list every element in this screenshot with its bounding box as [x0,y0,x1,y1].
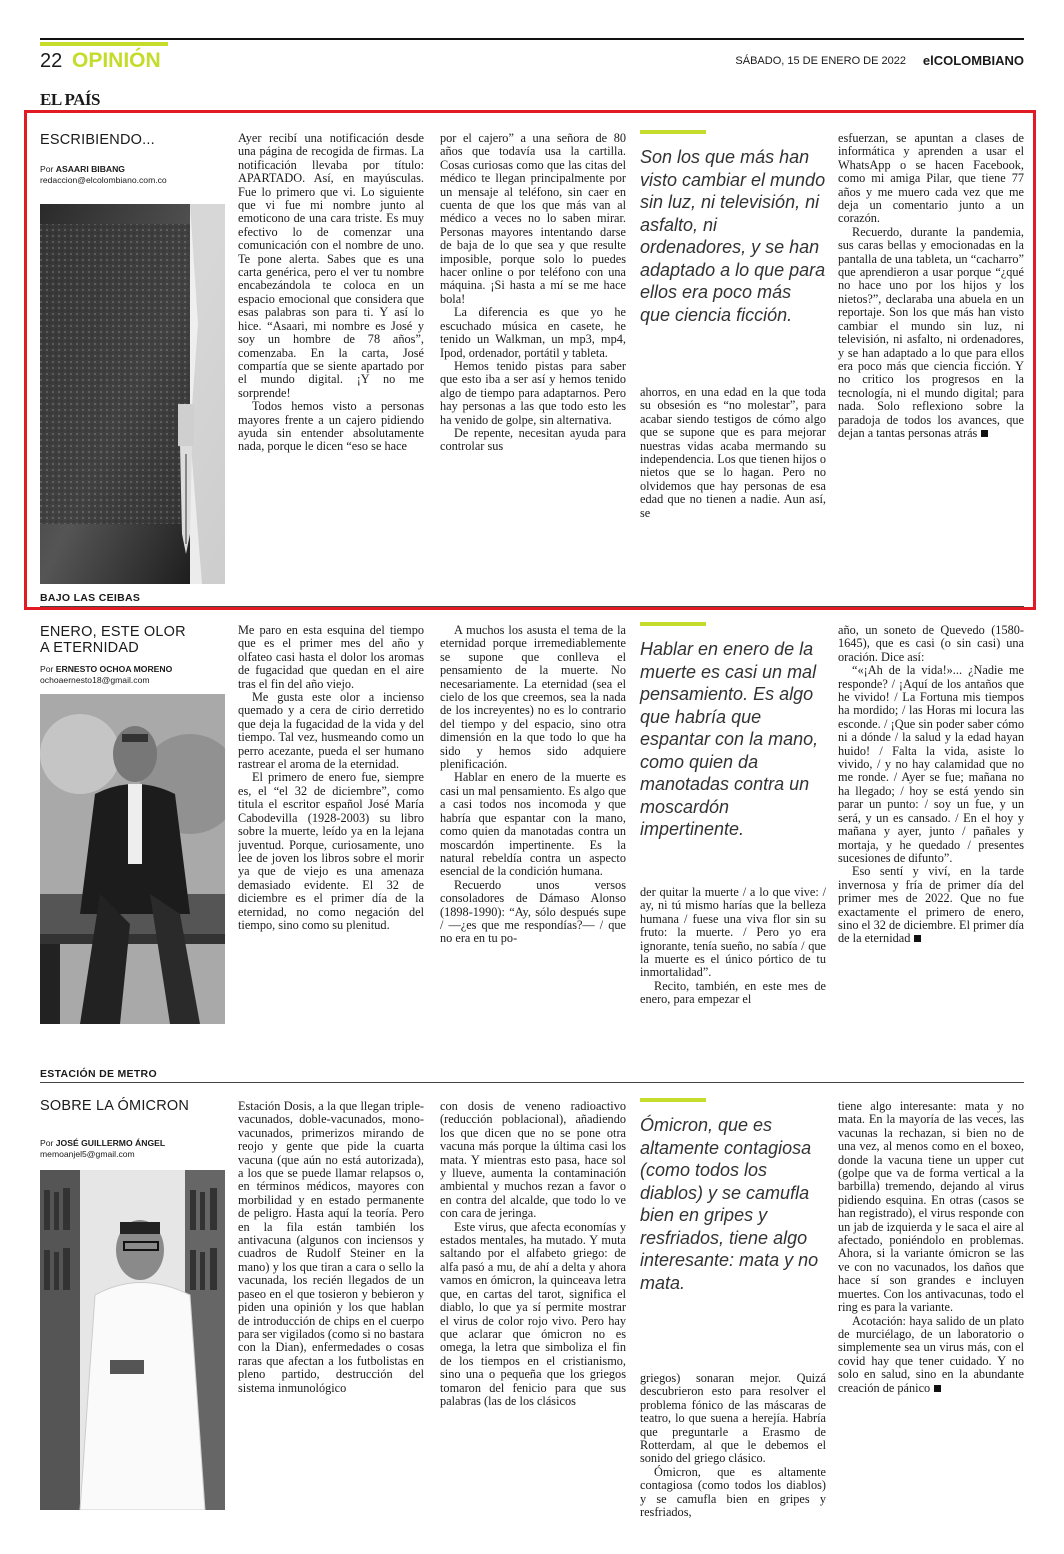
title-line: A ETERNIDAD [40,640,139,656]
paragraph: El primero de enero fue, siempre es, el “el 32 de diciembre”, como titula el escritor español José María Cabodevilla (1928-2003) su libro sobre la muerte, leído ya en la lejana juventud. Porque, curiosamente, uno lee de joven los libros sobre el morir ya que de viejo es una amenaza demasiado evidente. El 32 de diciembre es el primer día de la eternidad, no como negación del tiempo, sino como su plenitud. [238,770,424,932]
paragraph [838,1315,1024,1395]
paragraph: esfuerzan, se apuntan a clases de informática y aprenden a usar el WhatsApp o se hacen Facebook, como mi amiga Pilar, que tiene 77 años y me muero cada vez que me deja un comentario junto a un corazón. [838,132,1024,226]
column-1 [238,1100,424,1540]
paragraph: Todos hemos visto a personas mayores frente a un cajero pidiendo ayuda sin entender absolutamente nada, porque le dicen “eso se hace [238,399,424,454]
end-mark-icon [981,430,988,437]
newspaper-logo: elCOLOMBIANO [922,53,1024,68]
section-rule [40,1082,1024,1083]
paragraph: Hablar en enero de la muerte es casi un mal pensamiento. Es algo que a casi todos nos incomoda y que habría que espantar con la mano, como quien da manotadas contra un moscardón impertinente. Es la natural rebeldía contra un aspecto esencial de la condición humana. [440,770,626,879]
paragraph: Me gusta este olor a incienso quemado y a cera de cirio derretido que deja la fugacidad de la vida y del tiempo. Tal vez, husmeando como un perro acezante, pueda el ser humano rastrear el aroma de la eternidad. [238,690,424,772]
section-label: BAJO LAS CEIBAS [40,592,141,604]
paragraph-text: Recuerdo, durante la pandemia, sus caras bellas y emocionadas en la pantalla de una tableta, un “cacharro” que aprendieron a usar porque “¿qué no hace uno por los hijos y los nietos?”, declaraba una abuela en un reportaje. Son los que más han visto cambiar el mundo sin luz, ni televisión, ni asfalto, ni ordenadores, y se han adaptado a lo que para ellos era poco más que ciencia ficción. Y no critico los progresos en la tecnología, ni el mundo digital; para nada. Solo reflexiono sobre la paradoja de todos los avances, que dejan a tantas personas atrás [838,224,1024,440]
paragraph: Este virus, que afecta economías y estados mentales, ha mutado. Y muta saltando por el alfabeto griego: de alfa pasó a mu, de ahí a delta y ahora vamos en ómicron, la quinceava letra que, en cartas del tarot, significa el diablo, lo que ya sí permite mostrar el virus de color rojo vivo. Pero hay que aclarar que ómicron no es omega, la letra que simboliza el fin de los tiempos en el cristianismo, sino una o pequeña que los griegos tomaron del fenicio para que sus palabras (las de los clásicos [440,1219,626,1408]
byline-prefix: Por [40,1138,54,1148]
byline-prefix: Por [40,164,54,174]
column-3 [640,886,826,1044]
paragraph: ahorros, en una edad en la que toda su obsesión es “no molestar”, para acabar siendo testigos de cómo algo que se supone que es para mejorar nuestras vidas acaba mermando su independencia. Los que tienen hijos o nietos que se lo hagan. Pero no olvidemos que hay personas de esa edad que no tienen a nadie. Aun así, se [640,386,826,520]
author-email: memoanjel5@gmail.com [40,1149,135,1159]
section-accent-bar [40,42,168,46]
section-label: ESTACIÓN DE METRO [40,1068,157,1080]
byline [40,1138,165,1160]
paragraph: con dosis de veneno radioactivo (reducción poblacional), añadiendo los que dicen que no se pone otra vacuna más porque la última casi los mata. Y mientras esto pasa, hace sol y llueve, aumenta la contaminación ambiental y muchos rezan a favor o en contra del alcalde, que todo lo ve con cara de jeringa. [440,1100,626,1221]
page-header [40,38,1024,78]
author-email: ochoaernesto18@gmail.com [40,675,150,685]
column-3 [640,1372,826,1540]
article-enero [40,610,1024,1050]
page-number: 22 [40,50,63,72]
paragraph: año, un soneto de Quevedo (1580-1645), que es casi (o sin casi) una oración. Dice así: [838,624,1024,664]
top-rule [40,38,1024,40]
article-title: ESCRIBIENDO... [40,132,155,148]
byline-prefix: Por [40,664,54,674]
edition-date: SÁBADO, 15 DE ENERO DE 2022 [735,55,906,67]
paragraph: der quitar la muerte / a lo que vive: / ay, ni tú mismo harías que la belleza humana / fuese una viva flor sin su fruto: la muerte. / Pero yo era ignorante, tenía sueño, no sabía / que la muerte es el único pórtico de tu inmortalidad”. [640,886,826,980]
column-2 [440,624,626,1044]
column-2 [440,132,626,572]
author-name: ASAARI BIBANG [55,164,125,174]
article-title [40,624,186,656]
paragraph [838,865,1024,945]
pullquote-bar [640,622,706,626]
author-email: redaccion@elcolombiano.com.co [40,175,167,185]
paragraph: Ayer recibí una notificación desde una página de recogida de firmas. La notificación llevaba por título: APARTADO. Así, en mayúsculas. Fue lo primero que vi. Lo siguiente que vi fue mi nombre junto al emoticono de una cara triste. Es muy efectivo lo de comenzar una comunicación con el nombre de uno. Te pone alerta. Sabes que es una carta genérica, pero el ver tu nombre encabezándola te coloca en un espacio emocional que considera que esas palabras son para ti. Y así lo hice. “Asaari, mi nombre es José y soy un hombre de 78 años”, comenzaba. En la carta, José compartía que se siente apartado por el mundo digital. ¡Y no me sorprende! [238,132,424,400]
paragraph: Estación Dosis, a la que llegan triple-vacunados, doble-vacunados, mono-vacunados, primerizos mirando de reojo y gente que pide la cuarta vacuna (que aún no está autorizada), a los que se puede llamar relapsos o, en términos médicos, mayores con morbilidad y en estado permanente de peligro. Hasta aquí la teoría. Pero en la fila están también los antivacuna (algunos con inciensos y cuadros de Rudolf Steiner en la mano) y los que tiran a cara o sello la vacunada, los recién llegados de un paseo en el que tosieron y bebieron y piden una opinión y los que hablan de introducción de chips en el cuerpo para ser vigilados (como si no bastara con la Dian), enfermedades o cosas raras que afectan a los futbolistas en pleno partido, destrucción del sistema inmunológico [238,1100,424,1395]
byline [40,664,172,686]
author-name: JOSÉ GUILLERMO ÁNGEL [55,1138,166,1148]
column-2 [440,1100,626,1540]
paragraph: por el cajero” a una señora de 80 años que todavía usa la cartilla. Cosas curiosas como que las citas del médico te llegan principalmente por un mensaje al teléfono, sin caer en cuenta de que los que más van al médico a veces no lo saben mirar. Personas mayores intentando darse de baja de lo que sea y que resulte imposible, porque solo lo puedes hacer online o por teléfono con una máquina. ¡Si hasta a mí se me hace bola! [440,132,626,306]
article-escribiendo [40,110,1024,610]
el-pais-logo: EL PAÍS [40,90,100,109]
article-omicron [40,1086,1024,1546]
paragraph: Hemos tenido pistas para saber que esto iba a ser así y hemos tenido algo de tiempo para adaptarnos. Pero hay personas a las que todo esto les ha venido de golpe, sin alternativa. [440,358,626,427]
pullquote: Ómicron, que es altamente contagiosa (como todos los diablos) y se camufla bien en gripes y resfriados, tiene algo interesante: mata y no mata. [640,1115,819,1293]
paragraph: De repente, necesitan ayuda para controlar sus [440,425,626,454]
paragraph: Recito, también, en este mes de enero, para empezar el [640,978,826,1007]
column-4 [838,132,1024,578]
column-1 [238,624,424,1044]
section-name: OPINIÓN [72,49,161,72]
illustration-pen [40,204,225,584]
paragraph: Recuerdo unos versos consoladores de Dámaso Alonso (1898-1990): “Ay, sólo después supe / —¿es que me respondías?— / que no era en tu po- [440,877,626,946]
author-photo [40,694,225,1024]
end-mark-icon [914,935,921,942]
column-1 [238,132,424,572]
pullquote-bar [640,1098,706,1102]
paragraph: “«¡Ah de la vida!»... ¿Nadie me responde? / ¡Aquí de los antaños que he vivido! / La Fortuna mis tiempos ha mordido; / las Horas mi locura las esconde. / ¡Que sin poder saber cómo ni a dónde / la salud y la edad hayan huido! / Falta la vida, asiste lo vivido, / y no hay calamidad que no me ronde. / Ayer se fue; mañana no ha llegado; / hoy se está yendo sin parar un punto: / soy un fue, y un será, y un es cansado. / En el hoy y mañana y ayer, junto / pañales y mortaja, y he quedado / presentes sucesiones de difunto”. [838,663,1024,865]
paragraph: Me paro en esta esquina del tiempo que es el primer mes del año y olfateo casi hasta el dolor los aromas de fugacidad que quedan en el aire tras el fin del año viejo. [238,624,424,691]
paragraph: A muchos los asusta el tema de la eternidad porque irremediablemente se supone que conlleva el pensamiento de la muerte. No necesariamente. La eternidad (sea el cielo de los que creemos, sea la nada de los increyentes) no es lo contrario del tiempo y del espacio, sino otra dimensión en la que todo lo que ha sido y hemos sido adquiere plenificación. [440,624,626,772]
pullquote-bar [640,130,706,134]
pullquote: Son los que más han visto cambiar el mundo sin luz, ni televisión, ni asfalto, ni ordenadores, y se han adaptado a lo que para ellos era poco más que ciencia ficción. [640,147,826,325]
paragraph: griegos) sonaran mejor. Quizá descubrieron esto para resolver el problema fónico de las máscaras de teatro, lo que suena a herejía. Habría que preguntarle a Erasmo de Rotterdam, al que le debemos el sonido del griego clásico. [640,1372,826,1466]
pullquote: Hablar en enero de la muerte es casi un mal pensamiento. Es algo que habría que espantar con la mano, como quien da manotadas contra un moscardón impertinente. [640,639,819,839]
column-3 [640,386,826,572]
paragraph-text: Acotación: haya salido de un plato de murciélago, de un laboratorio o simplemente sea un virus más, con el covid hay que tener cuidado. Y no solo en salud, sino en la abundante creación de pánico [838,1313,1024,1395]
author-name: ERNESTO OCHOA MORENO [55,664,173,674]
paragraph: Ómicron, que es altamente contagiosa (como todos los diablos) y se camufla bien en gripes y resfriados, [640,1464,826,1520]
column-4 [838,1100,1024,1544]
paragraph [838,226,1024,441]
column-4 [838,624,1024,1048]
article-title: SOBRE LA ÓMICRON [40,1098,190,1114]
section-rule [40,606,1024,607]
paragraph: tiene algo interesante: mata y no mata. En la mayoría de las veces, las vacunas la rechazan, si bien no de una vez, al menos como en el boxeo, donde la vacuna tiene un upper cut (golpe que va de forma vertical a la barbilla) tremendo, dejando al virus pidiendo esquina. En otras (casos se han registrado), el virus responde con un jab de izquierda y le saca el aire al afectado, poniéndolo en problemas. Ahora, si la variante ómicron se las ve con no vacunados, los daños que hace sí son grandes e incluyen muertes. Con los antivacunas, todo el ring es para la variante. [838,1100,1024,1315]
paragraph: La diferencia es que yo he escuchado música en casete, he tenido un Walkman, un mp3, mp4, Ipod, ordenador, portátil y tableta. [440,305,626,360]
paragraph-text: Eso sentí y viví, en la tarde invernosa y fría de primer día del primer mes de 2022. Que no fue exactamente el primero de enero, sino el 32 de diciembre. El primer día de la eternidad [838,864,1024,946]
byline [40,164,167,186]
author-photo [40,1170,225,1510]
end-mark-icon [934,1385,941,1392]
title-line: ENERO, ESTE OLOR [40,624,186,640]
